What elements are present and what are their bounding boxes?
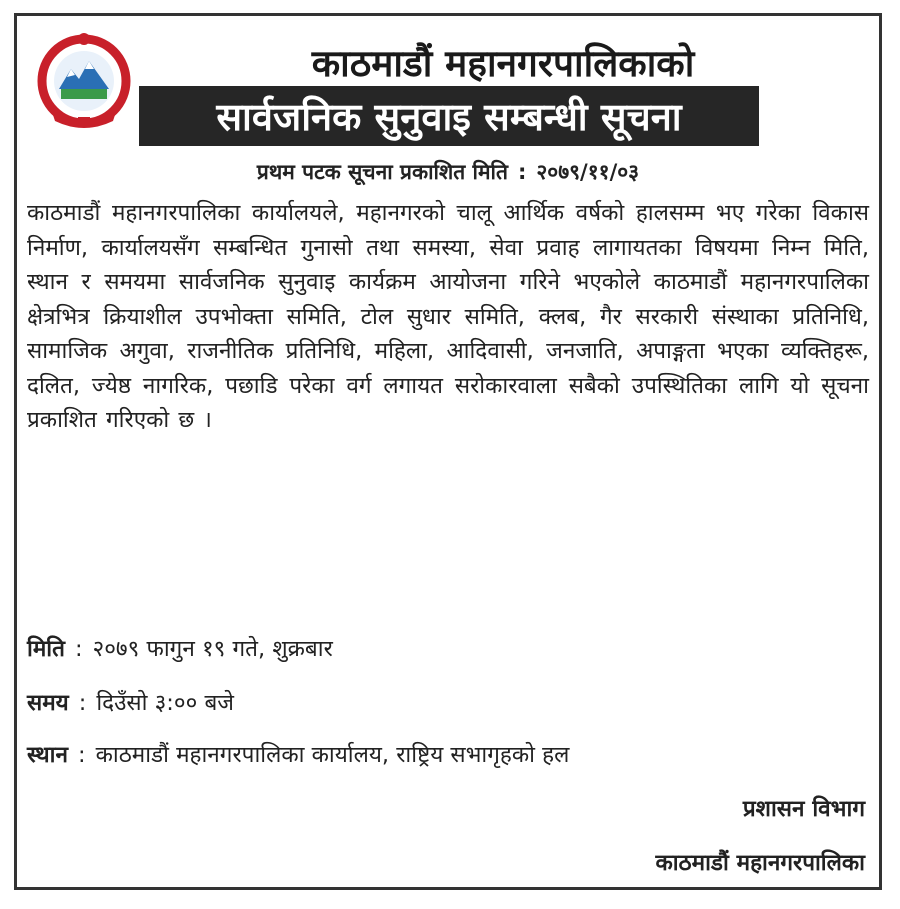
- detail-date-colon: :: [74, 636, 83, 662]
- detail-time-value: दिउँसो ३:०० बजे: [96, 690, 234, 716]
- notice-title-banner: [139, 86, 759, 146]
- detail-place-value: काठमाडौं महानगरपालिका कार्यालय, राष्ट्रिय सभागृहको हल: [95, 742, 570, 768]
- nepal-coat-of-arms-icon: [37, 31, 131, 131]
- notice-frame: [14, 13, 882, 890]
- detail-place-label: स्थान: [27, 742, 68, 768]
- signoff-department: प्रशासन विभाग: [742, 796, 865, 822]
- detail-place-row: [27, 738, 869, 769]
- signoff-organization: काठमाडौं महानगरपालिका: [655, 850, 865, 876]
- notice-body-paragraph: काठमाडौं महानगरपालिका कार्यालयले, महानगरको चालू आर्थिक वर्षको हालसम्म भए गरेका विकास निर्माण, कार्यालयसँग सम्बन्धित गुनासो तथा समस्या, सेवा प्रवाह लागायतका विषयमा निम्न मिति, स्थान र समयमा सार्वजनिक सुनुवाइ कार्यक्रम आयोजना गरिने भएकोले काठमाडौं महानगरपालिका क्षेत्रभित्र क्रियाशील उपभोक्ता समिति, टोल सुधार समिति, क्लब, गैर सरकारी संस्थाका प्रतिनिधि, सामाजिक अगुवा, राजनीतिक प्रतिनिधि, महिला, आदिवासी, जनजाति, अपाङ्गता भएका व्यक्तिहरू, दलित, ज्येष्ठ नागरिक, पछाडि परेका वर्ग लगायत सरोकारवाला सबैको उपस्थितिका लागि यो सूचना प्रकाशित गरिएको छ ।: [27, 200, 869, 433]
- detail-time-colon: :: [78, 690, 87, 716]
- detail-date-label: मिति: [27, 636, 65, 662]
- publication-date: २०७९/११/०३: [536, 160, 640, 184]
- publication-date-line: [17, 158, 879, 186]
- detail-time-label: समय: [27, 690, 69, 716]
- detail-date-value: २०७९ फागुन १९ गते, शुक्रबार: [92, 636, 333, 662]
- detail-time-row: [27, 686, 869, 717]
- organization-title: काठमाडौं महानगरपालिकाको: [311, 42, 695, 85]
- detail-place-colon: :: [78, 742, 86, 768]
- detail-date-row: [27, 632, 869, 663]
- notice-title: सार्वजनिक सुनुवाइ सम्बन्धी सूचना: [216, 95, 682, 139]
- publication-date-label: प्रथम पटक सूचना प्रकाशित मिति: [256, 160, 508, 184]
- publication-separator: :: [517, 160, 527, 184]
